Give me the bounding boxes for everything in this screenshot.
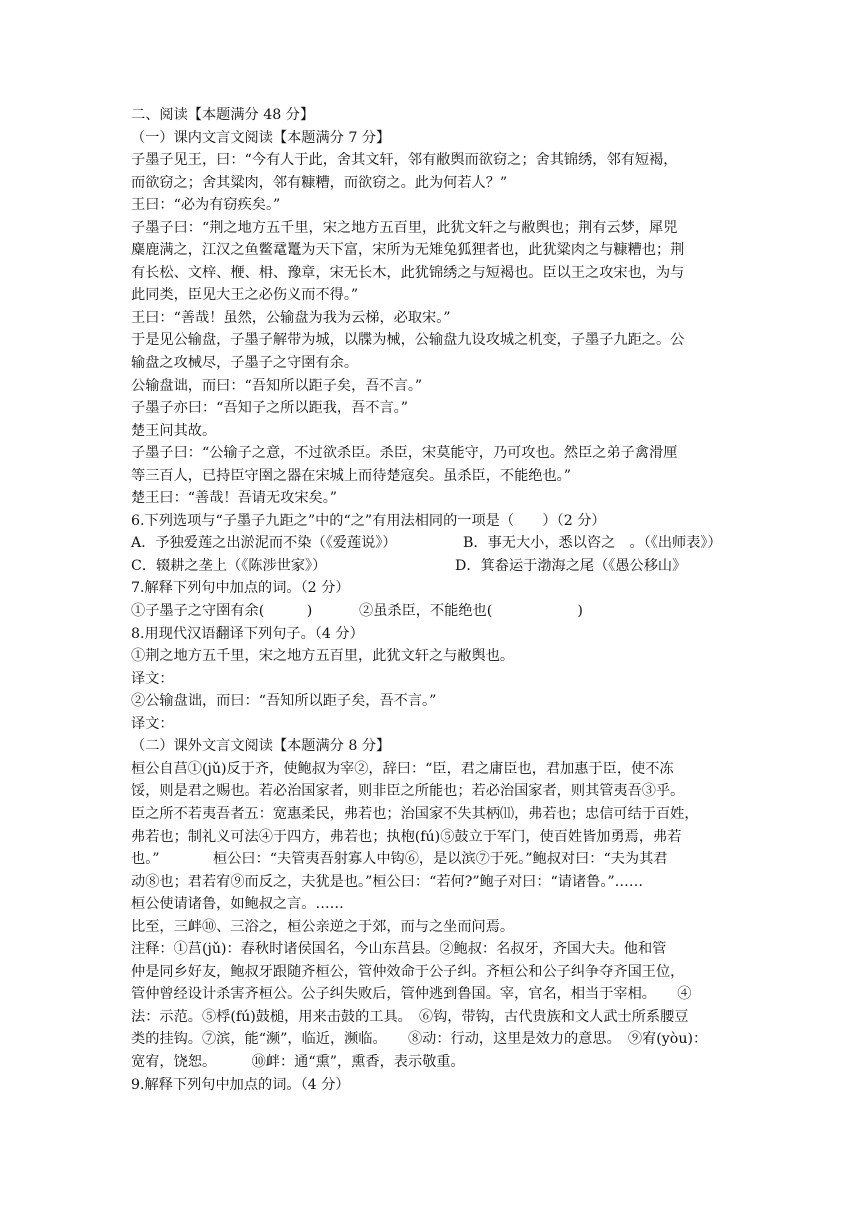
question-8-translation-label-1: 译文： <box>131 670 174 687</box>
question-7-stem: 7.解释下列句中加点的词。（2 分） <box>131 580 350 597</box>
passage1-line: 子墨子曰：“公输子之意，不过欲杀臣。杀臣，宋莫能守，乃可攻也。然臣之弟子禽滑厘 <box>131 445 678 462</box>
passage2-line: 弗若也；制礼义可法④于四方，弗若也；执枹(fú)⑤鼓立于军门，使百姓皆加勇焉，弗若 <box>131 828 682 845</box>
option-d: D．箕畚运于渤海之尾（《愚公移山》 <box>455 557 687 574</box>
annotation-line: 管仲曾经设计杀害齐桓公。公子纠失败后，管仲逃到鲁国。宰，官名，相当于宰相。 ④ <box>131 986 692 1003</box>
question-8-stem: 8.用现代汉语翻译下列句子。（4 分） <box>131 625 364 642</box>
annotation-line: 宽宥，饶恕。 ⑩衅：通“熏”，熏香，表示敬重。 <box>131 1053 465 1070</box>
passage2-line: 桓公使请诸鲁，如鲍叔之言。…… <box>131 896 344 913</box>
passage1-line: 王曰：“善哉！虽然，公输盘为我为云梯，必取宋。” <box>131 309 451 326</box>
passage1-line: 楚王曰：“善哉！吾请无攻宋矣。” <box>131 490 338 507</box>
passage1-line: 子墨子曰：“荆之地方五千里，宋之地方五百里，此犹文轩之与敝舆也；荆有云梦，犀兕 <box>131 219 678 236</box>
question-8-sentence-2: ②公输盘诎，而曰：“吾知所以距子矣，吾不言。” <box>131 693 437 710</box>
question-7-item-1: ①子墨子之守圉有余( ) <box>131 603 313 620</box>
passage1-line: 麋鹿满之，江汉之鱼鳖鼋鼍为天下富，宋所为无雉兔狐狸者也，此犹粱肉之与糠糟也；荆 <box>131 242 685 259</box>
question-6-stem: 6.下列选项与“子墨子九距之”中的“之”有用法相同的一项是（ ）（2 分） <box>131 512 606 529</box>
annotation-line: 法：示范。⑤桴(fú)鼓槌，用来击鼓的工具。 ⑥钩，带钩，古代贵族和文人武士所系腰豆 <box>131 1008 689 1025</box>
passage1-line: 而欲窃之；舍其粱肉，邻有糠糟，而欲窃之。此为何若人？” <box>131 174 508 191</box>
passage1-line: 等三百人，已持臣守圉之器在宋城上而待楚寇矣。虽杀臣，不能绝也。” <box>131 467 571 484</box>
annotation-line: 类的挂钩。⑦滨，能“濒”，临近，濒临。 ⑧动：行动，这里是效力的意思。 ⑨宥(yòu)： <box>131 1031 708 1048</box>
passage2-line: 比至，三衅⑩、三浴之，桓公亲逆之于郊，而与之坐而问焉。 <box>131 918 515 935</box>
question-7-items <box>131 600 771 623</box>
passage1-line: 有长松、文梓、楩、枏、豫章，宋无长木，此犹锦绣之与短褐也。臣以王之攻宋也，为与 <box>131 264 685 281</box>
passage2-fragment: 也。” <box>131 851 160 868</box>
passage2-line: 桓公自莒①(jǔ)反于齐，使鲍叔为宰②，辞曰：“臣，君之庸臣也，君加惠于臣，使不冻 <box>131 760 674 777</box>
part1-heading: （一）课内文言文阅读【本题满分 7 分】 <box>131 129 391 146</box>
document-content <box>131 104 771 1096</box>
question-6-options-row2 <box>131 555 771 578</box>
passage2-fragment: 桓公曰：“夫管夷吾射寡人中钩⑥，是以滨⑦于死。”鲍叔对曰：“夫为其君 <box>213 851 668 868</box>
passage2-line: 臣之所不若夷吾者五：宽惠柔民，弗若也；治国家不失其柄⑾，弗若也；忠信可结于百姓， <box>131 805 699 822</box>
question-8-translation-label-2: 译文： <box>131 715 174 732</box>
question-6-options-row1 <box>131 532 771 555</box>
passage2-line: 动⑧也；君若宥⑨而反之，夫犹是也。”桓公曰：“若何?”鲍子对曰：“请诸鲁。”…… <box>131 873 644 890</box>
part2-heading: （二）课外文言文阅读【本题满分 8 分】 <box>131 738 391 755</box>
passage2-line <box>131 848 771 871</box>
passage2-line: 馁，则是君之赐也。若必治国家者，则非臣之所能也；若必治国家者，则其管夷吾③乎。 <box>131 783 685 800</box>
option-a: A．予独爱莲之出淤泥而不染（《爱莲说》） <box>131 535 397 552</box>
passage1-line: 子墨子亦曰：“吾知子之所以距我，吾不言。” <box>131 400 408 417</box>
section-heading: 二、阅读【本题满分 48 分】 <box>131 107 315 123</box>
passage1-line: 此同类，臣见大王之必伤义而不得。” <box>131 287 359 304</box>
passage1-line: 输盘之攻械尽，子墨子之守圉有余。 <box>131 355 359 372</box>
annotation-line: 仲是同乡好友，鲍叔牙跟随齐桓公，管仲效命于公子纠。齐桓公和公子纠争夺齐国王位， <box>131 963 685 980</box>
option-b: B．事无大小，悉以咨之 。（《出师表》） <box>463 535 722 552</box>
question-8-sentence-1: ①荆之地方五千里，宋之地方五百里，此犹文轩之与敝舆也。 <box>131 648 515 665</box>
question-9-stem: 9.解释下列句中加点的词。（4 分） <box>131 1076 350 1093</box>
passage1-line: 子墨子见王，曰：“今有人于此，舍其文轩，邻有敝舆而欲窃之；舍其锦绣，邻有短褐， <box>131 152 678 169</box>
passage1-line: 楚王问其故。 <box>131 422 217 439</box>
passage1-line: 于是见公输盘，子墨子解带为城，以牒为械，公输盘九设攻城之机变，子墨子九距之。公 <box>131 332 685 349</box>
option-c: C．辍耕之垄上（《陈涉世家》） <box>131 557 327 574</box>
annotation-line: 注释：①莒(jǔ)：春秋时诸侯国名，今山东莒县。②鲍叔：名叔牙，齐国大夫。他和管 <box>131 941 667 958</box>
passage1-line: 公输盘诎，而曰：“吾知所以距子矣，吾不言。” <box>131 377 423 394</box>
question-7-item-2: ②虽杀臣，不能绝也( ) <box>359 603 583 620</box>
passage1-line: 王曰：“必为有窃疾矣。” <box>131 197 281 214</box>
